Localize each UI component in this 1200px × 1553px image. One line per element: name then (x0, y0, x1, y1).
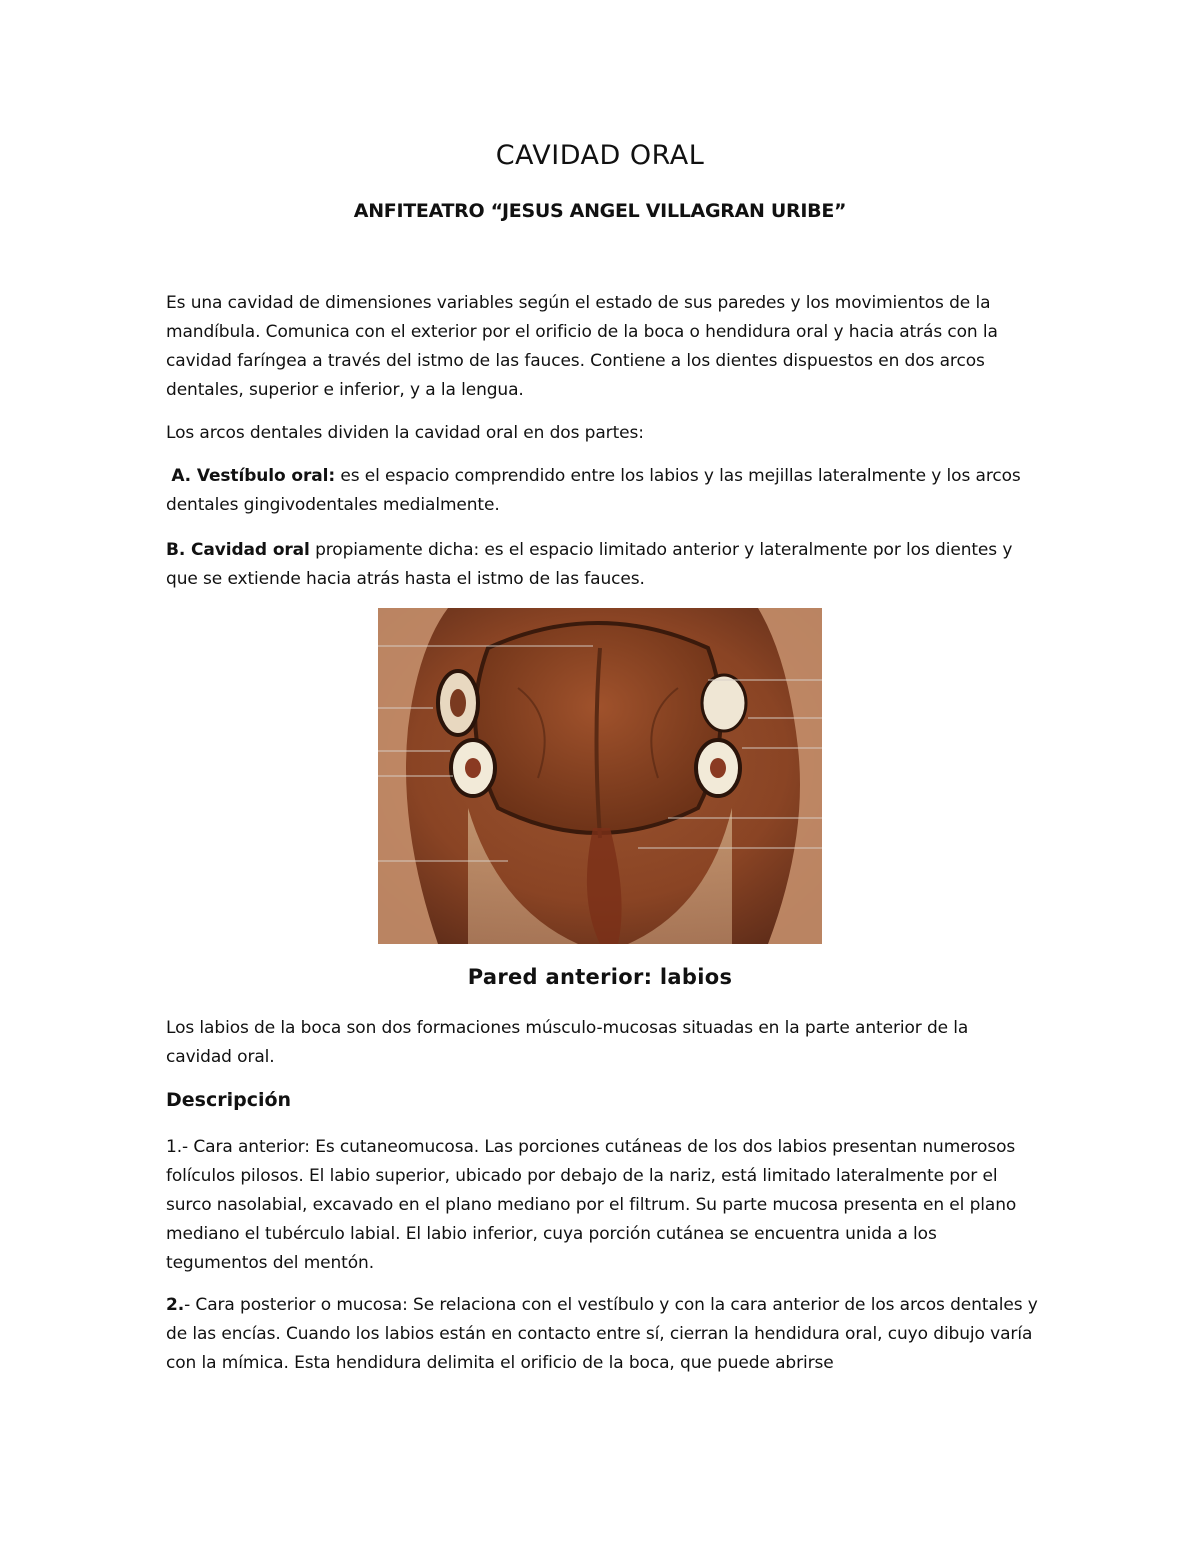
item-2-label: 2. (166, 1295, 185, 1315)
intro-paragraph: Es una cavidad de dimensiones variables según el estado de sus paredes y los movimientos de la mandíbula. Comunica con el exterior por el orificio de la boca o hendidura oral y hacia atrás con la cavidad faríngea a través del istmo de las fauces. Contiene a los dientes dispuestos en dos arcos dentales, superior e inferior, y a la lengua. (166, 293, 998, 400)
part-b-paragraph (166, 536, 1038, 594)
document-title: CAVIDAD ORAL (495, 140, 705, 171)
part-b-label: B. Cavidad oral (166, 540, 310, 560)
document-subtitle: ANFITEATRO “JESUS ANGEL VILLAGRAN URIBE” (353, 200, 847, 222)
part-a-label: A. Vestíbulo oral: (171, 466, 336, 486)
part-a-paragraph (166, 462, 1038, 520)
division-paragraph: Los arcos dentales dividen la cavidad oral en dos partes: (166, 423, 644, 443)
description-heading: Descripción (166, 1089, 292, 1111)
oral-cavity-section-image (378, 608, 822, 944)
item-2-text: - Cara posterior o mucosa: Se relaciona con el vestíbulo y con la cara anterior de los arcos dentales y de las encías. Cuando los labios están en contacto entre sí, cierran la hendidura oral, cuyo dibujo varía con la mímica. Esta hendidura delimita el orificio de la boca, que puede abrirse (166, 1295, 1038, 1373)
part-b-text: propiamente dicha: es el espacio limitado anterior y lateralmente por los dientes y que se extiende hacia atrás hasta el istmo de las fauces. (166, 540, 1013, 589)
item-2-paragraph (166, 1291, 1038, 1378)
section-heading: Pared anterior: labios (467, 965, 733, 989)
item-1-paragraph: 1.- Cara anterior: Es cutaneomucosa. Las porciones cutáneas de los dos labios presentan numerosos folículos pilosos. El labio superior, ubicado por debajo de la nariz, está limitado lateralmente por el surco nasolabial, excavado en el plano mediano por el filtrum. Su parte mucosa presenta en el plano mediano el tubérculo labial. El labio inferior, cuya porción cutánea se encuentra unida a los tegumentos del mentón. (166, 1137, 1017, 1273)
part-a-text: es el espacio comprendido entre los labios y las mejillas lateralmente y los arcos dentales gingivodentales medialmente. (166, 466, 1021, 515)
section-intro-paragraph: Los labios de la boca son dos formaciones músculo-mucosas situadas en la parte anterior de la cavidad oral. (166, 1018, 969, 1067)
